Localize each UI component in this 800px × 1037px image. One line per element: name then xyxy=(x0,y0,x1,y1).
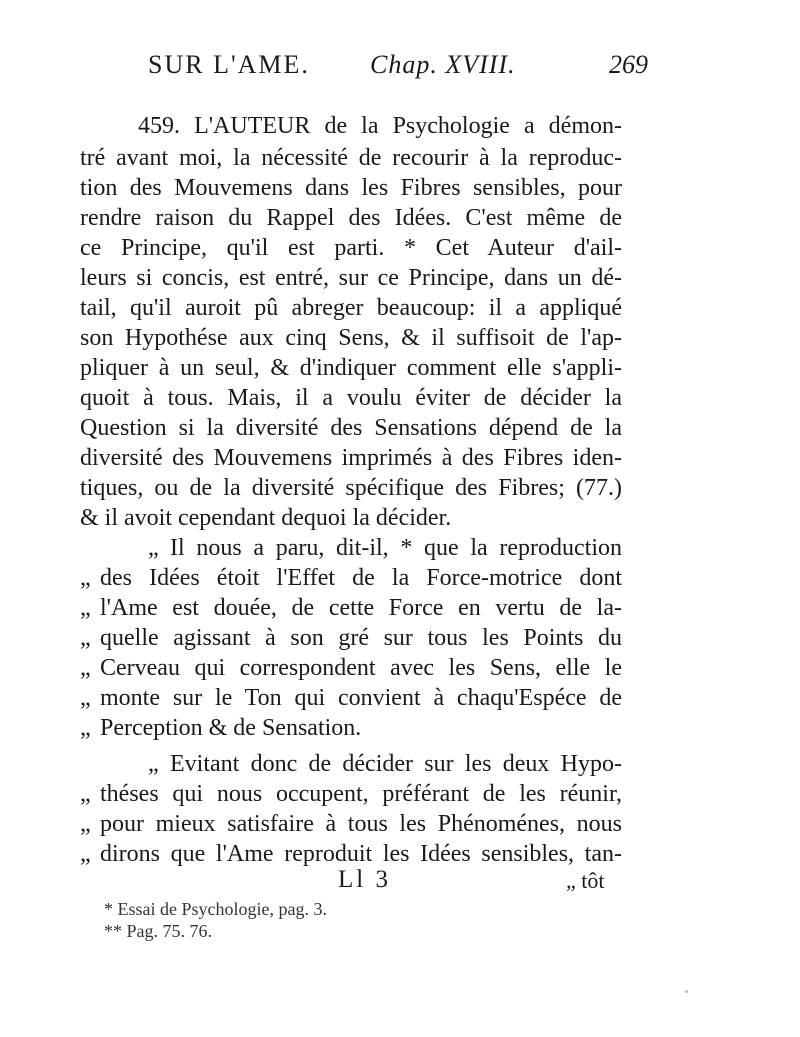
text-line: quelle agissant à son gré sur tous les Points du xyxy=(100,625,622,651)
quote-mark: „ xyxy=(80,781,91,807)
quote-mark: „ xyxy=(80,595,91,621)
text-line: tion des Mouvemens dans les Fibres sensibles, pour xyxy=(80,175,622,201)
quote-mark: „ xyxy=(80,811,91,837)
text-line: pour mieux satisfaire à tous les Phénoménes, nous xyxy=(100,811,622,837)
page-number: 269 xyxy=(609,50,648,79)
paper-speck xyxy=(685,990,688,993)
catchword: „ tôt xyxy=(566,868,605,893)
text-line: 459. L'AUTEUR de la Psychologie a démon- xyxy=(138,113,622,139)
text-line: son Hypothése aux cinq Sens, & il suffisoit de l'ap- xyxy=(80,325,622,351)
text-line: l'Ame est douée, de cette Force en vertu de la- xyxy=(100,595,622,621)
text-line: pliquer à un seul, & d'indiquer comment elle s'appli- xyxy=(80,355,622,381)
text-line: ce Principe, qu'il est parti. * Cet Auteur d'ail- xyxy=(80,235,622,261)
text-line: diversité des Mouvemens imprimés à des Fibres iden- xyxy=(80,445,622,471)
text-line: leurs si concis, est entré, sur ce Principe, dans un dé- xyxy=(80,265,622,291)
text-line: quoit à tous. Mais, il a voulu éviter de décider la xyxy=(80,385,622,411)
quote-mark: „ xyxy=(80,565,91,591)
footnote: * Essai de Psychologie, pag. 3. xyxy=(104,899,327,919)
text-line: des Idées étoit l'Effet de la Force-motrice dont xyxy=(100,565,622,591)
text-line: tiques, ou de la diversité spécifique des Fibres; (77.) xyxy=(80,475,622,501)
text-line: tré avant moi, la nécessité de recourir à la reproduc- xyxy=(80,145,622,171)
quote-mark: „ xyxy=(148,535,159,561)
text-line: Cerveau qui correspondent avec les Sens, elle le xyxy=(100,655,622,681)
signature-mark: Ll 3 xyxy=(338,866,391,893)
running-title: SUR L'AME. xyxy=(148,50,310,79)
quote-mark: „ xyxy=(80,715,91,741)
running-header xyxy=(148,50,648,90)
text-line: & il avoit cependant dequoi la décider. xyxy=(80,505,452,531)
quote-mark: „ xyxy=(80,625,91,651)
quote-mark: „ xyxy=(80,655,91,681)
quote-mark: „ xyxy=(148,751,159,777)
text-line: monte sur le Ton qui convient à chaqu'Espéce de xyxy=(100,685,622,711)
chapter-label: Chap. XVIII. xyxy=(370,50,516,79)
text-line: Il nous a paru, dit-il, * que la reproduction xyxy=(170,535,622,561)
quote-mark: „ xyxy=(80,685,91,711)
text-line: théses qui nous occupent, préférant de les réunir, xyxy=(100,781,622,807)
text-line: Evitant donc de décider sur les deux Hypo- xyxy=(170,751,622,777)
text-line: rendre raison du Rappel des Idées. C'est même de xyxy=(80,205,622,231)
footnote: ** Pag. 75. 76. xyxy=(104,921,212,941)
text-line: tail, qu'il auroit pû abreger beaucoup: il a appliqué xyxy=(80,295,622,321)
text-line: Perception & de Sensation. xyxy=(100,715,362,741)
text-line: Question si la diversité des Sensations dépend de la xyxy=(80,415,622,441)
quote-mark: „ xyxy=(80,841,91,867)
text-line: dirons que l'Ame reproduit les Idées sensibles, tan- xyxy=(100,841,622,867)
